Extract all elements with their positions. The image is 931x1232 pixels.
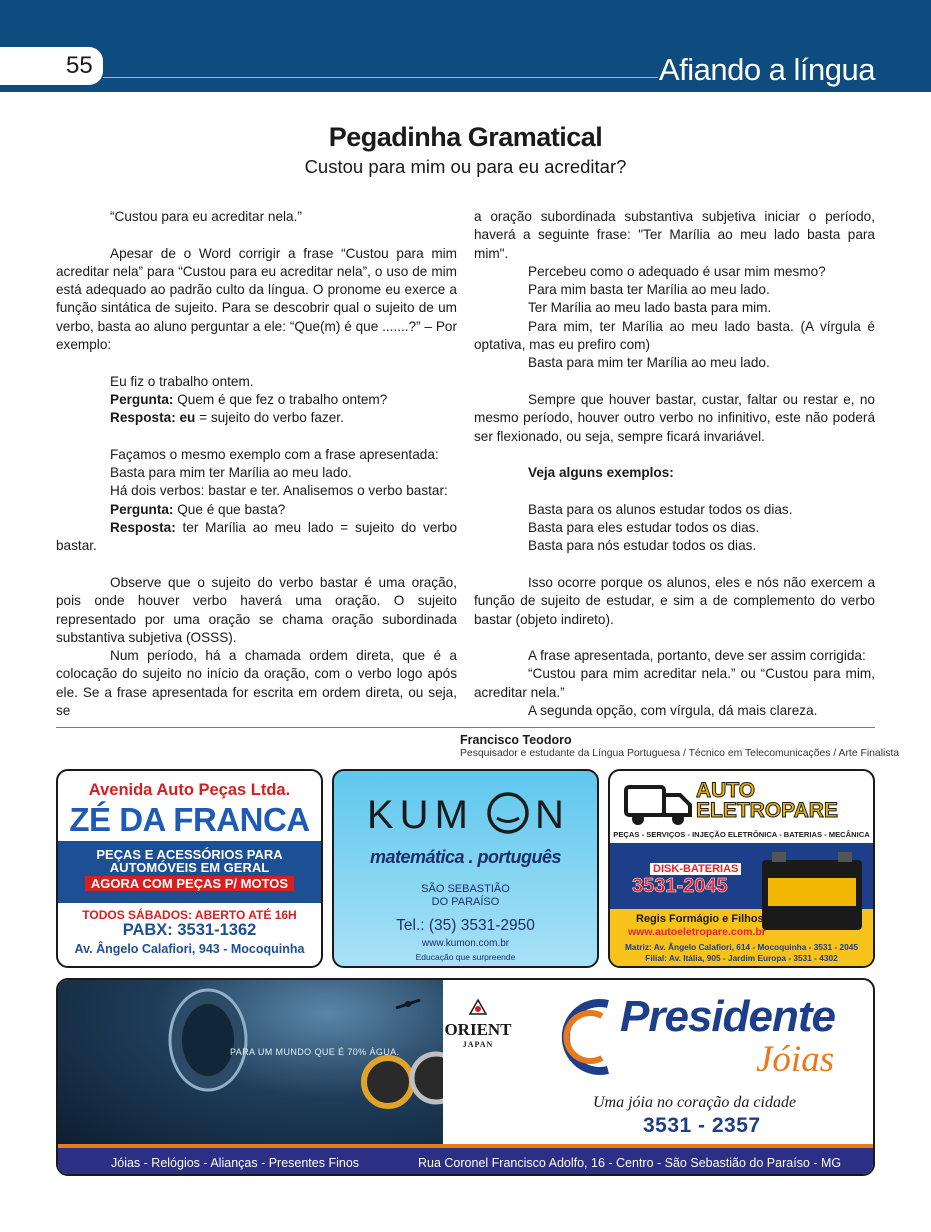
watch-illustration xyxy=(58,980,443,1146)
article-subtitle: Custou para mim ou para eu acreditar? xyxy=(304,156,627,177)
ad-products: Jóias - Relógios - Alianças - Presentes Finos xyxy=(111,1156,360,1170)
ad-orient-logo: ORIENT xyxy=(444,1020,512,1039)
paragraph: A frase apresentada, portanto, deve ser assim corrigida: xyxy=(528,648,866,664)
example-line: Ter Marília ao meu lado basta para mim. xyxy=(528,300,772,316)
example-answer xyxy=(56,409,457,427)
page-header xyxy=(0,0,931,92)
ad-ze-da-franca xyxy=(56,769,323,968)
presidente-logo-icon xyxy=(546,996,626,1078)
ad-phone: 3531-2045 xyxy=(632,875,728,897)
ad-tagline: Uma jóia no coração da cidade xyxy=(593,1094,797,1111)
examples-heading-text: Veja alguns exemplos: xyxy=(528,465,674,481)
ad-address: Filial: Av. Itália, 905 - Jardim Europa - 3531 - 4302 xyxy=(645,953,838,963)
question-text: Quem é que fez o trabalho ontem? xyxy=(173,391,388,407)
ad-disk-label: DISK-BATERIAS xyxy=(650,863,741,875)
ad-auto-eletropare xyxy=(608,769,875,968)
example-answer xyxy=(56,519,457,556)
paragraph: “Custou para eu acreditar nela.” xyxy=(110,209,302,224)
ad-brand: ZÉ DA FRANCA xyxy=(69,801,310,838)
orient-crest-icon xyxy=(468,998,488,1016)
ad-phone: 3531 - 2357 xyxy=(643,1114,761,1137)
article-title: Pegadinha Gramatical xyxy=(328,122,603,152)
question-label: Pergunta: xyxy=(110,501,174,517)
paragraph: Isso ocorre porque os alunos, eles e nós não exercem a função de sujeito de estudar, e sim a de complemento do verbo bastar (objeto indireto). xyxy=(474,574,875,627)
ad-services: PEÇAS - SERVIÇOS - INJEÇÃO ELETRÔNICA - BATERIAS - MECÂNICA xyxy=(613,830,870,839)
ad-phone: PABX: 3531-1362 xyxy=(122,921,257,939)
ad-slogan: Educação que surpreende xyxy=(415,952,516,962)
question-label: Pergunta: xyxy=(110,391,174,407)
truck-icon xyxy=(624,781,694,827)
ad-city: SÃO SEBASTIÃO xyxy=(421,883,510,895)
ad-owner: Regis Formágio e Filhos xyxy=(636,913,764,925)
article-column-right xyxy=(474,208,875,720)
ad-tagline: matemática . português xyxy=(369,847,562,867)
paragraph: a oração subordinada substantiva subjetiva iniciar o período, haverá a seguinte frase: "Ter Marília ao meu lado basta para mim". xyxy=(474,209,875,261)
example-line: Para mim, ter Marília ao meu lado basta. (A vírgula é optativa, mas eu prefiro com) xyxy=(474,318,875,353)
ad-orient-japan: JAPAN xyxy=(462,1040,494,1049)
ad-address: Matriz: Av. Ângelo Calafiori, 614 - Mocoquinha - 3531 - 2045 xyxy=(625,942,858,952)
example-line: Basta para nós estudar todos os dias. xyxy=(528,538,757,554)
ad-band-highlight-text: AGORA COM PEÇAS P/ MOTOS xyxy=(85,876,294,891)
paragraph: Apesar de o Word corrigir a frase “Custou para mim acreditar nela” para “Custou para eu acreditar nela”, o uso de mim está adequado ao padrão culto da língua. O pronome eu exerce a função sintática de sujeito. Para se descobrir qual o sujeito de um verbo, basta ao aluno perguntar a ele: “Que(m) é que .......?” – Por exemplo: xyxy=(56,245,457,353)
ad-address: Av. Ângelo Calafiori, 943 - Mocoquinha xyxy=(74,942,305,956)
answer-text: = sujeito do verbo fazer. xyxy=(195,410,344,426)
article-divider xyxy=(56,727,875,728)
header-rule xyxy=(103,77,658,78)
ad-kumon xyxy=(332,769,599,968)
example-line: Percebeu como o adequado é usar mim mesmo? xyxy=(528,263,826,279)
ad-brand-sub: Jóias xyxy=(756,1039,835,1080)
example-line: Basta para eles estudar todos os dias. xyxy=(528,520,760,536)
kumon-logo xyxy=(367,791,572,835)
ad-hours: TODOS SÁBADOS: ABERTO ATÉ 16H xyxy=(82,908,297,922)
example-question xyxy=(56,501,457,519)
diver-watch-photo xyxy=(58,980,443,1146)
ad-presidente-joias xyxy=(56,978,875,1176)
example-line: Basta para os alunos estudar todos os dias. xyxy=(528,501,793,517)
ad-company-name: Avenida Auto Peças Ltda. xyxy=(88,781,291,799)
svg-text:KUM: KUM xyxy=(367,793,474,835)
ad-phone: Tel.: (35) 3531-2950 xyxy=(396,917,535,934)
article-column-left xyxy=(56,208,457,720)
paragraph: Façamos o mesmo exemplo com a frase apresentada: xyxy=(110,446,439,462)
paragraph: Sempre que houver bastar, custar, faltar ou restar e, no mesmo período, houver outro verbo no infinitivo, este não poderá ser flexionado, ou seja, sempre ficará invariável. xyxy=(474,391,875,444)
paragraph: Observe que o sujeito do verbo bastar é uma oração, pois onde houver verbo haverá uma oração. O sujeito representado por uma oração se chama oração subordinada substantiva subjetiva (OSSS). xyxy=(56,574,457,645)
ad-slogan: PARA UM MUNDO QUE É 70% ÁGUA. xyxy=(230,1047,400,1057)
paragraph: A segunda opção, com vírgula, dá mais clareza. xyxy=(528,703,818,719)
answer-label: Resposta: eu xyxy=(110,410,196,426)
author-name: Francisco Teodoro xyxy=(460,733,572,747)
ad-website: www.autoeletropare.com.br xyxy=(628,926,766,938)
ad-brand: Presidente xyxy=(620,992,835,1041)
example-line: Há dois verbos: bastar e ter. Analisemos o verbo bastar: xyxy=(110,483,448,499)
examples-heading xyxy=(474,464,875,482)
ad-band-line: AUTOMÓVEIS EM GERAL xyxy=(109,860,270,875)
section-title: Afiando a língua xyxy=(658,52,875,87)
author-role: Pesquisador e estudante da Língua Portuguesa / Técnico em Telecomunicações / Arte Finalista xyxy=(460,748,900,759)
battery-icon xyxy=(758,848,866,934)
ad-band-highlight xyxy=(58,877,321,891)
paragraph: “Custou para mim acreditar nela.” ou “Custou para mim, acreditar nela.” xyxy=(474,666,875,700)
example-line: Basta para mim ter Marília ao meu lado. xyxy=(528,355,770,371)
ad-brand: ELETROPARE xyxy=(696,799,838,822)
ad-website: www.kumon.com.br xyxy=(421,938,510,949)
page-number: 55 xyxy=(66,52,93,79)
ad-band-line: PEÇAS E ACESSÓRIOS PARA xyxy=(96,847,283,862)
example-line: Para mim basta ter Marília ao meu lado. xyxy=(528,282,770,298)
ad-city: DO PARAÍSO xyxy=(431,896,500,908)
example-question xyxy=(56,391,457,409)
example-line: Eu fiz o trabalho ontem. xyxy=(110,373,254,389)
answer-text: ter Marília ao meu lado = sujeito do verbo bastar. xyxy=(56,520,457,554)
ad-brand: AUTO xyxy=(696,779,756,802)
answer-label: Resposta: xyxy=(110,520,176,536)
ad-address: Rua Coronel Francisco Adolfo, 16 - Centro - São Sebastião do Paraíso - MG xyxy=(418,1156,842,1170)
svg-text:N: N xyxy=(535,793,564,835)
paragraph: Num período, há a chamada ordem direta, que é a colocação do sujeito no início da oração, com o verbo logo após ele. Se a frase apresentada for escrita em ordem direta, ou seja, se xyxy=(56,648,457,719)
example-line: Basta para mim ter Marília ao meu lado. xyxy=(110,465,352,481)
question-text: Que é que basta? xyxy=(173,501,286,517)
